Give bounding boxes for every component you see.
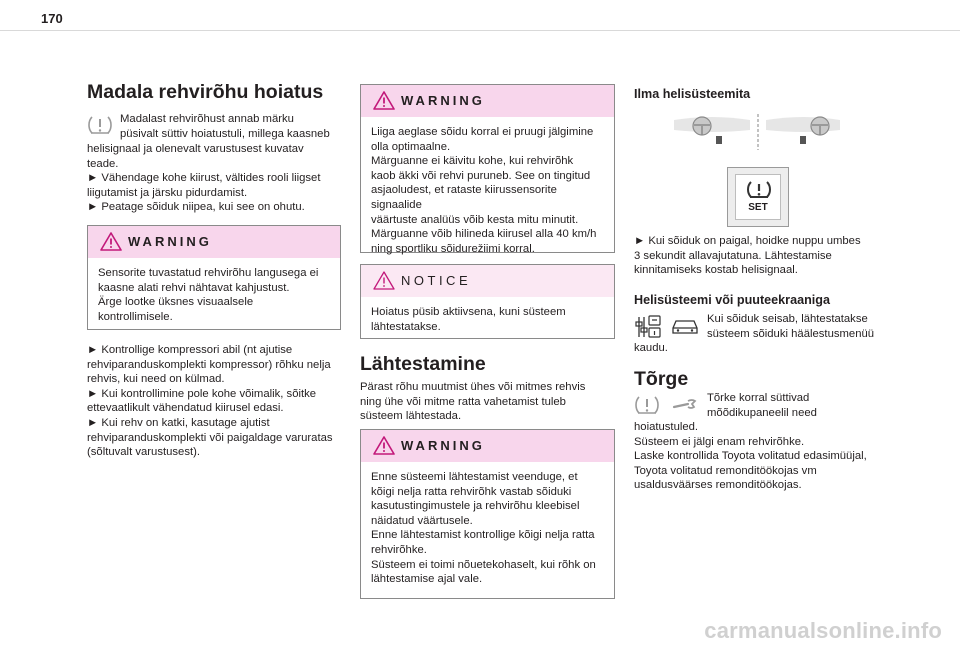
notice-box [360,264,615,339]
dashboard-location-icon [672,110,842,152]
settings-menu-icon [634,313,662,341]
warning-text: Sensorite tuvastatud rehvirõhu langusega ei kaasne alati rehvi nähtavat kahjustust. Ärge lootke üksnes visuaalsele kontrollimisele. [98,267,319,323]
notice-text: Hoiatus püsib aktiivsena, kuni süsteem lähtestatakse. [371,306,566,333]
warning-box-slow-driving [360,84,615,253]
bullets-second: ► Kontrollige kompressori abil (nt ajutise rehviparanduskomplekti kompressor) rõhku nelja rehvis, kui need on külmad. ► Kui kontrollimine pole kohe võimalik, sõitke ettevaatlikult vähendatud kiirusel edasi. ► Kui rehv on katki, kasutage ajutist rehviparanduskomplekti või paigaldage varuratas (sõltuvalt varustusest). [87,344,333,459]
warning-title: WARNING [401,438,485,453]
warning-triangle-icon [373,436,395,455]
notice-triangle-icon [373,271,395,290]
tire-pressure-warning-icon [634,394,660,416]
heading-low-tire-pressure: Madala rehvirõhu hoiatus [87,81,324,103]
set-button-panel [727,167,789,227]
malfunction-text-rest: hoiatustuled. Süsteem ei jälgi enam rehvirõhke. Laske kontrollida Toyota volitatud edasimüüjal, Toyota volitatud remonditöökojas vm usaldusväärses remonditöökojas. [634,421,867,492]
footer-watermark: carmanualsonline.info [704,618,942,643]
warning-box-sensors [87,225,341,330]
reset-section [360,352,615,424]
tire-pressure-warning-icon [87,114,113,136]
set-label: SET [748,202,768,213]
warning-text: Liiga aeglase sõidu korral ei pruugi jälgimine olla optimaalne. Märguanne ei käivitu kohe, kui rehvirõhk kaob äkki või rehvi puruneb. See on tingitud asjaoludest, et rataste kiirussensorite signaalide väärtuste analüüs võib kesta mitu minutit. Märguanne võib hilineda kiirusel alla 40 km/h ning sportliku sõidurežiimi korral. [371,126,597,255]
subheading-no-audio: Ilma helisüsteemita [634,87,751,101]
heading-reset: Lähtestamine [360,353,486,375]
tire-pressure-icon [745,179,773,201]
warning-triangle-icon [100,232,122,251]
warning-text: Enne süsteemi lähtestamist veenduge, et kõigi nelja ratta rehvirõhk vastab sõiduki kasutustingimustele ja rehvirõhu kleebisel näidatud väärtusele. Enne lähtestamist kontrollige kõigi nelja ratta rehvirõhke. Süsteem ei toimi nõuetekohaselt, kui rõhk on lähtestamise ajal vale. [371,471,596,586]
car-icon [670,316,700,336]
bullets-first: ► Vähendage kohe kiirust, vältides rooli liigset liigutamist ja järsku pidurdamist. ► Peatage sõiduk niipea, kui see on ohutu. [87,172,321,214]
warning-title: WARNING [401,93,485,108]
intro-indented: Madalast rehvirõhust annab märku püsivalt süttiv hoiatustuli, millega kaasneb [120,113,330,140]
warning-box-before-reset [360,429,615,599]
subheading-audio-touchscreen: Helisüsteemi või puuteekraaniga [634,293,830,307]
notice-title: NOTICE [401,273,472,288]
warning-triangle-icon [373,91,395,110]
malfunction-text-indented: Tõrke korral süttivad mõõdikupaneelil need [707,392,817,419]
intro-rest: helisignaal ja olenevalt varustusest kuvatav teade. [87,143,304,170]
reset-intro: Pärast rõhu muutmist ühes või mitmes rehvis ning ühe või mitme ratta vahetamist tuleb süsteem lähtestada. [360,381,586,423]
set-button [735,174,781,220]
audio-reset-text-rest: kaudu. [634,342,668,354]
page-number: 170 [41,11,63,26]
warning-title: WARNING [128,234,212,249]
audio-reset-text-indented: Kui sõiduk seisab, lähtestatakse süsteem sõiduki häälestusmenüü [707,313,875,340]
wrench-icon [672,398,698,412]
header-divider [0,30,960,31]
heading-malfunction: Tõrge [634,368,689,390]
reset-instruction: ► Kui sõiduk on paigal, hoidke nuppu umbes 3 sekundit allavajutatuna. Lähtestamise kinnitamiseks kostab helisignaal. [634,235,861,277]
column-1 [87,80,341,215]
